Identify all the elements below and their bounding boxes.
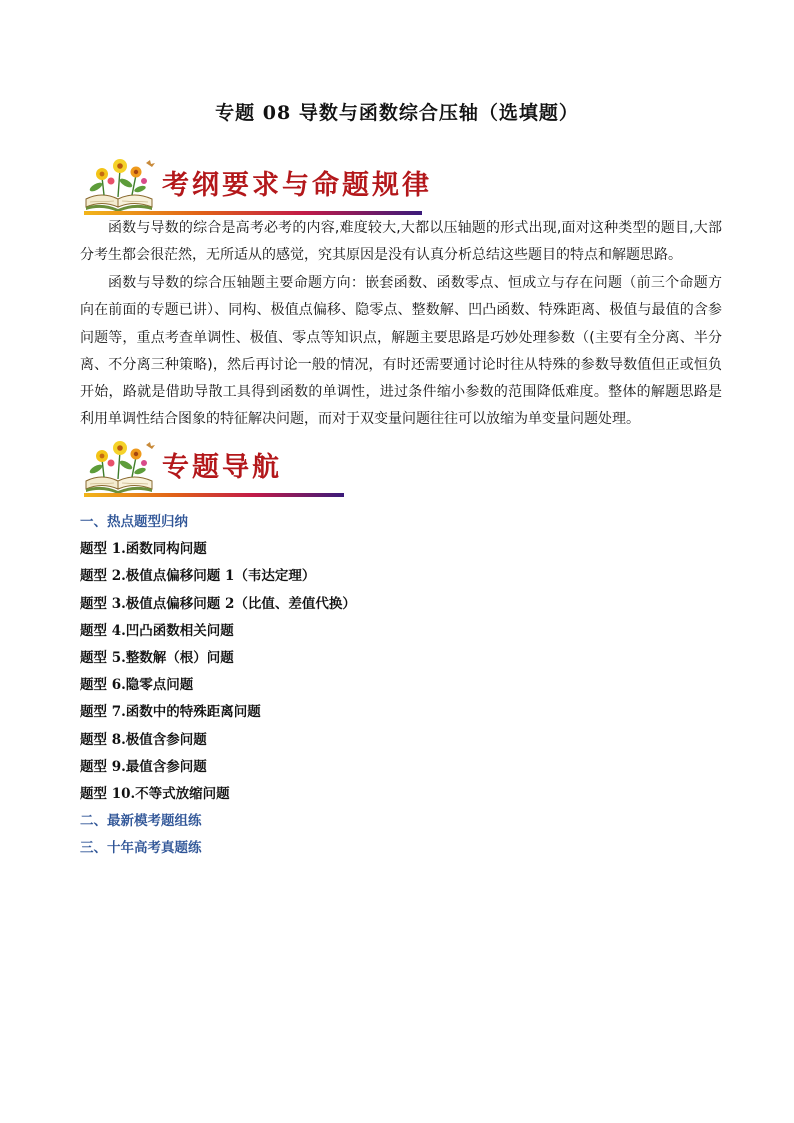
toc-item[interactable]: 题型 4.凹凸函数相关问题 [80, 622, 234, 639]
toc-item[interactable]: 题型 7.函数中的特殊距离问题 [80, 704, 261, 721]
banner-heading: 专题导航 [162, 452, 282, 483]
toc-item[interactable]: 一、热点题型归纳 [80, 514, 188, 530]
toc-item[interactable]: 三、十年高考真题练 [80, 840, 202, 857]
open-book-with-flowers-icon [80, 437, 158, 495]
page-title: 专题 08 导数与函数综合压轴（选填题） [215, 102, 579, 124]
toc-item[interactable]: 题型 6.隐零点问题 [80, 677, 194, 694]
toc-item[interactable]: 题型 10.不等式放缩问题 [80, 786, 230, 803]
banner-underline [84, 493, 344, 497]
toc-item[interactable]: 题型 5.整数解（根）问题 [80, 650, 234, 667]
section-banner-outline [80, 155, 432, 215]
direction-paragraph: 函数与导数的综合压轴题主要命题方向：嵌套函数、函数零点、恒成立与存在问题（前三个命题方向在前面的专题已讲）、同构、极值点偏移、隐零点、整数解、凹凸函数、特殊距离、极值与最值的含参问题等，重点考查单调性、极值、零点等知识点，解题主要思路是巧妙处理参数（(主要有全分离、半分离、不分离三种策略)，然后再讨论一般的情况，有时还需要通讨论时往从特殊的参数导数值但正或恒负开始，路就是借助导散工具得到函数的单调性，进过条件缩小参数的范围降低难度。整体的解题思路是利用单调性结合图象的特征解决问题，而对于双变量问题往往可以放缩为单变量问题处理。 [80, 275, 722, 428]
toc-item[interactable]: 题型 9.最值含参问题 [80, 758, 207, 775]
toc-item[interactable]: 题型 8.极值含参问题 [80, 731, 207, 748]
topic-navigation-list [80, 509, 480, 863]
toc-item[interactable]: 题型 2.极值点偏移问题 1（韦达定理） [80, 568, 316, 585]
section-banner-navigation [80, 437, 345, 497]
intro-paragraph: 函数与导数的综合是高考必考的内容,难度较大,大都以压轴题的形式出现,面对这种类型的题目,大部分考生都会很茫然，无所适从的感觉，究其原因是没有认真分析总结这些题目的特点和解题思路。 [80, 220, 722, 264]
toc-item[interactable]: 题型 3.极值点偏移问题 2（比值、差值代换） [80, 595, 356, 612]
banner-heading: 考纲要求与命题规律 [162, 170, 432, 201]
open-book-with-flowers-icon [80, 155, 158, 213]
toc-item[interactable]: 二、最新模考题组练 [80, 813, 202, 830]
toc-item[interactable]: 题型 1.函数同构问题 [80, 541, 207, 558]
